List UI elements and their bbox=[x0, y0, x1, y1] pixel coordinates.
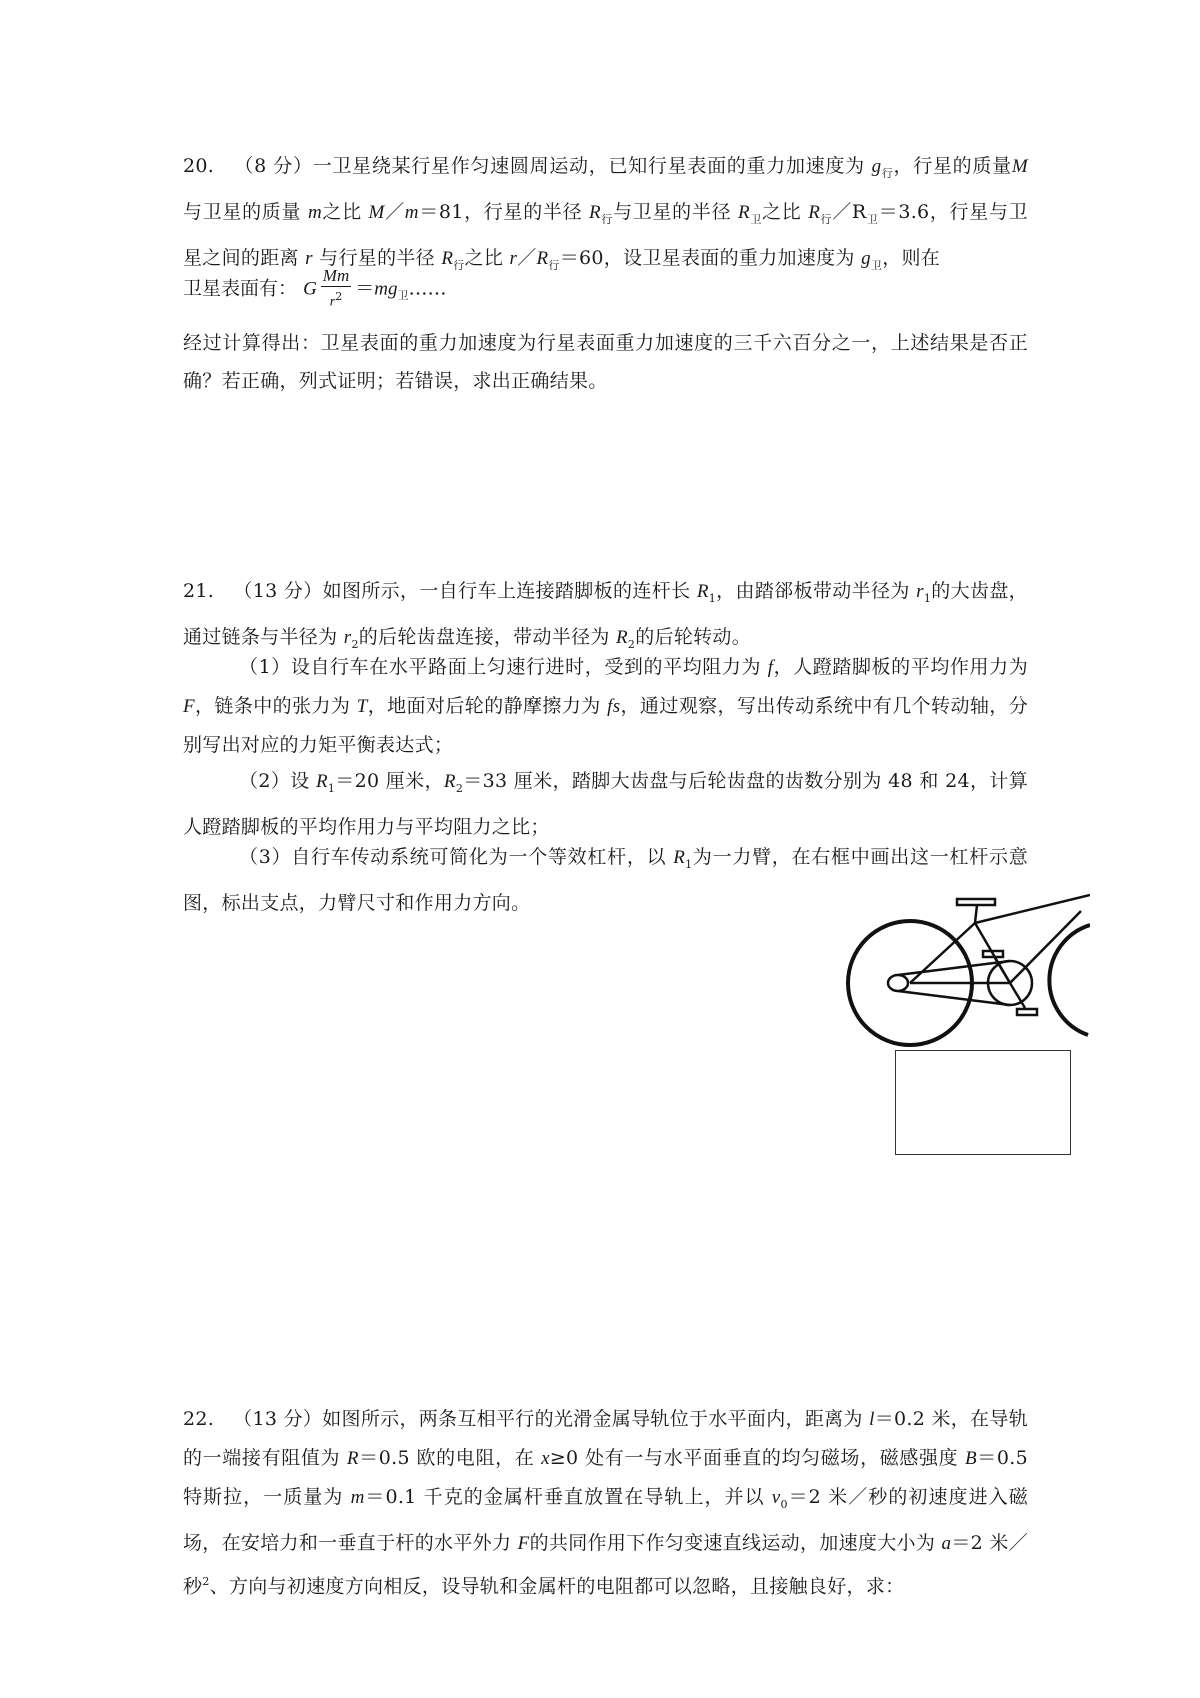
text-fragment: 卫星表面有： bbox=[183, 277, 298, 300]
text-fragment: 的共同作用下作匀变速直线运动，加速度大小为 bbox=[529, 1531, 942, 1554]
text-fragment: 为一力臂，在右框中画出这一杠杆示意图，标出支点，力臂尺寸和作用力方向。 bbox=[183, 846, 1029, 914]
text-fragment: 2 bbox=[627, 637, 636, 651]
bicycle-figure bbox=[845, 893, 1090, 1053]
text-fragment: m bbox=[404, 201, 419, 223]
down-tube bbox=[1010, 911, 1081, 983]
text-fragment: （8 分） bbox=[234, 155, 313, 177]
text-fragment: （1）设自行车在水平路面上匀速行进时，受到的平均阻力为 bbox=[239, 656, 768, 678]
text-fragment: ＝0.1 千克的金属杆垂直放置在导轨上，并以 bbox=[364, 1486, 772, 1508]
text-fragment: 2 bbox=[351, 637, 359, 651]
seat-post bbox=[975, 905, 977, 923]
text-fragment: 之比 bbox=[762, 200, 809, 223]
saddle bbox=[957, 899, 995, 905]
text-fragment: ＝33 厘米，踏脚大齿盘与后轮齿盘的齿数分别为 48 和 24，计算人蹬踏脚板的平均作用力与平均阻力之比； bbox=[183, 770, 1028, 838]
text-fragment: 与卫星的质量 bbox=[183, 200, 308, 223]
text-fragment: 1 bbox=[923, 591, 932, 605]
text-fragment: 2 bbox=[455, 781, 464, 795]
text-fragment: R bbox=[738, 201, 750, 223]
text-fragment: R bbox=[616, 626, 628, 648]
text-fragment: 1 bbox=[327, 781, 336, 795]
text-fragment: R bbox=[536, 247, 549, 269]
text-fragment: 1 bbox=[708, 591, 717, 605]
text-fragment: fs bbox=[607, 696, 621, 717]
text-fragment: m bbox=[350, 1487, 365, 1508]
text-fragment: 2 bbox=[335, 290, 343, 303]
text-fragment: ，则在 bbox=[882, 246, 941, 269]
text-fragment: 与行星的半径 bbox=[312, 246, 442, 269]
text-fragment: r bbox=[305, 247, 313, 269]
text-fragment: （13 分） bbox=[233, 580, 323, 602]
text-fragment: r bbox=[509, 247, 518, 269]
text-fragment: ＝81，行星的半径 bbox=[418, 200, 590, 223]
text-fragment: （2）设 bbox=[239, 770, 316, 792]
text-fragment: 2 bbox=[202, 1574, 210, 1588]
text-fragment: l bbox=[869, 1409, 875, 1430]
text-fragment: R bbox=[808, 201, 821, 223]
text-fragment: T bbox=[356, 696, 368, 717]
text-fragment: 卫 bbox=[749, 212, 763, 226]
text-fragment: 行 bbox=[548, 258, 560, 272]
text-fragment: 的后轮齿盘连接，带动半径为 bbox=[358, 625, 617, 648]
text-fragment: r bbox=[343, 626, 352, 648]
text-fragment: mg bbox=[374, 278, 398, 300]
text-fragment: ＝2 米／秒的初速度进入磁场，在安培力和一垂直于杆的水平外力 bbox=[183, 1486, 1028, 1554]
text-fragment: 行 bbox=[453, 258, 465, 272]
text-fragment: 一卫星绕某行星作匀速圆周运动，已知行星表面的重力加速度为 bbox=[312, 155, 872, 177]
text-fragment: g bbox=[871, 156, 882, 177]
text-fragment: 行 bbox=[820, 212, 833, 226]
text-fragment: 0 bbox=[780, 1497, 788, 1511]
text-fragment: …… bbox=[408, 277, 447, 300]
text-fragment: 卫 bbox=[870, 258, 883, 272]
text-fragment: ，由踏郤板带动半径为 bbox=[716, 580, 917, 602]
text-fragment: R bbox=[441, 247, 454, 269]
text-fragment: G bbox=[303, 278, 317, 300]
text-fragment: ，人蹬踏脚板的平均作用力为 bbox=[773, 656, 1028, 678]
text-fragment: a bbox=[941, 1532, 952, 1554]
text-fragment: 21. bbox=[183, 580, 215, 602]
text-fragment: 与卫星的半径 bbox=[613, 200, 739, 223]
text-fragment: 行 bbox=[881, 166, 894, 180]
text-fragment: ＝ bbox=[355, 277, 375, 300]
text-fragment: ，通过观察，写出传动系统中有几个转动轴，分别写出对应的力矩平衡表达式； bbox=[183, 695, 1028, 756]
text-fragment: ，链条中的张力为 bbox=[194, 695, 357, 717]
text-fragment: B bbox=[964, 1448, 977, 1469]
text-fragment: 1 bbox=[685, 857, 693, 871]
text-fragment: ≥0 处有一与水平面垂直的均匀磁场，磁感强度 bbox=[549, 1447, 965, 1469]
text-fragment: R bbox=[851, 200, 867, 223]
text-fragment: （13 分） bbox=[233, 1408, 323, 1430]
text-fragment: ＝2 米／秒 bbox=[183, 1531, 1028, 1598]
text-fragment: 与卫星之间的距离 bbox=[183, 200, 1028, 269]
text-fragment: r bbox=[916, 581, 924, 602]
text-fragment: 、方向与初速度方向相反，设导轨和金属杆的电阻都可以忽略，且接触良好，求： bbox=[209, 1575, 905, 1598]
text-fragment: （3）自行车传动系统可简化为一个等效杠杆，以 bbox=[239, 846, 674, 868]
text-fragment: Mm bbox=[322, 266, 350, 285]
text-fragment: R bbox=[673, 847, 686, 868]
text-fragment: ＝0.5 欧的电阻，在 bbox=[358, 1447, 542, 1469]
text-fragment: 卫 bbox=[397, 289, 409, 303]
text-fragment: F bbox=[517, 1532, 530, 1554]
q22-paragraph bbox=[183, 1400, 1028, 1605]
text-fragment: 如图所示，两条互相平行的光滑金属导轨位于水平面内，距离为 bbox=[322, 1408, 870, 1430]
text-fragment: 行 bbox=[600, 212, 614, 226]
text-fragment: ＝20 厘米， bbox=[335, 770, 444, 792]
text-fragment: 22. bbox=[183, 1408, 215, 1430]
text-fragment: M bbox=[1011, 156, 1028, 177]
text-fragment: ／ bbox=[384, 200, 405, 223]
text-fragment: 的大齿盘，通过链条与半径为 bbox=[183, 580, 1028, 648]
text-fragment: R bbox=[443, 771, 456, 792]
text-fragment: 卫 bbox=[866, 212, 879, 226]
text-fragment: 20. bbox=[183, 155, 215, 177]
text-fragment: m bbox=[307, 201, 322, 223]
text-fragment: 的后轮转动。 bbox=[635, 625, 752, 648]
text-fragment: f bbox=[767, 657, 774, 678]
answer-frame[interactable] bbox=[895, 1050, 1071, 1155]
text-fragment: R bbox=[346, 1448, 359, 1469]
text-fragment: F bbox=[183, 696, 195, 717]
text-fragment: R bbox=[696, 581, 709, 602]
text-fragment: r bbox=[329, 294, 336, 310]
text-fragment: x bbox=[541, 1448, 550, 1469]
q20-paragraph bbox=[183, 147, 1028, 284]
text-fragment: ＝60，设卫星表面的重力加速度为 bbox=[559, 246, 862, 269]
rear-sprocket bbox=[888, 975, 908, 991]
text-fragment: ＝0.5 特斯拉，一质量为 bbox=[183, 1447, 1028, 1508]
gravity-fraction bbox=[321, 266, 351, 313]
text-fragment: R bbox=[315, 771, 328, 792]
text-fragment: 之比 bbox=[464, 246, 510, 269]
text-fragment: R bbox=[589, 201, 601, 223]
text-fragment: ＝0.2 米，在导轨的一端接有阻值为 bbox=[183, 1408, 1028, 1469]
text-fragment: ，行星的质量 bbox=[893, 155, 1012, 177]
text-fragment: 之比 bbox=[321, 200, 369, 223]
text-fragment: M bbox=[368, 201, 385, 223]
text-fragment: g bbox=[861, 247, 871, 269]
q20-formula-line bbox=[183, 266, 447, 313]
text-fragment: 如图所示，一自行车上连接踏脚板的连杆长 bbox=[322, 580, 697, 602]
q21-part1 bbox=[183, 648, 1028, 764]
q20-question-text bbox=[183, 324, 1028, 400]
q21-part2 bbox=[183, 762, 1028, 846]
text-fragment: ／ bbox=[517, 246, 537, 269]
text-fragment: ／ bbox=[832, 200, 852, 223]
front-wheel-partial bbox=[1049, 925, 1090, 1035]
text-fragment: ，地面对后轮的静摩擦力为 bbox=[367, 695, 608, 717]
text-fragment: v bbox=[771, 1487, 781, 1508]
pedal-lower bbox=[1017, 1009, 1037, 1015]
text-fragment: 经过计算得出：卫星表面的重力加速度为行星表面重力加速度的三千六百分之一，上述结果是否正确？若正确，列式证明；若错误，求出正确结果。 bbox=[183, 332, 1028, 392]
text-fragment: ＝3.6，行星 bbox=[878, 200, 989, 223]
